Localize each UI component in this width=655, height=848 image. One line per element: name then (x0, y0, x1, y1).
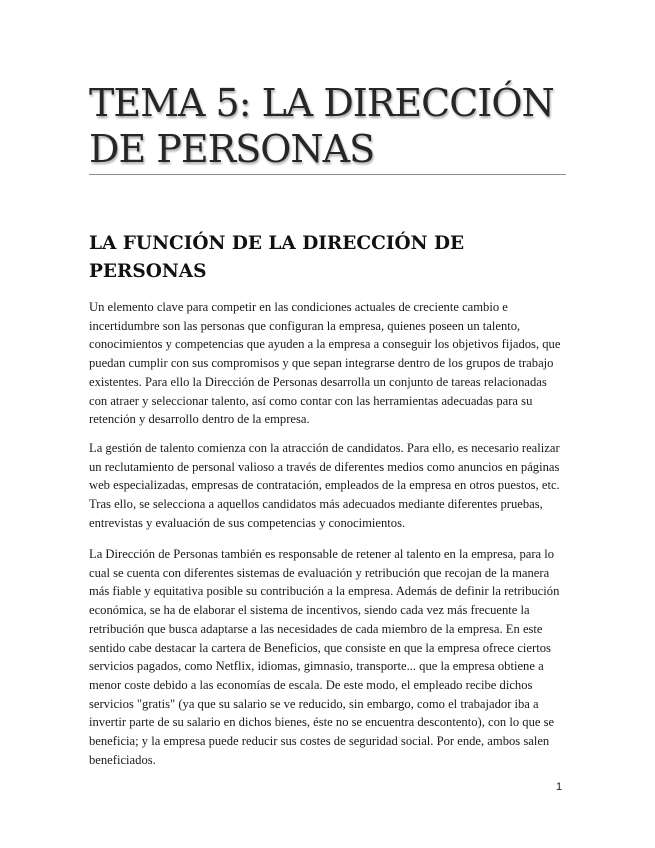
document-title: TEMA 5: LA DIRECCIÓN DE PERSONAS (89, 81, 554, 171)
title-divider (89, 174, 566, 175)
paragraph: La gestión de talento comienza con la atracción de candidatos. Para ello, es necesario realizar un reclutamiento de personal valioso a través de diferentes medios como anuncios en páginas web especializadas, empresas de contratación, empleados de la empresa en otros puestos, etc. Tras ello, se selecciona a aquellos candidatos más adecuados mediante diferentes pruebas, entrevistas y evaluación de sus competencias y conocimientos. (89, 441, 560, 530)
page-number: 1 (556, 781, 563, 793)
section-heading: LA FUNCIÓN DE LA DIRECCIÓN DE PERSONAS (89, 233, 465, 282)
paragraph: Un elemento clave para competir en las condiciones actuales de creciente cambio e incertidumbre son las personas que configuran la empresa, quienes poseen un talento, conocimientos y competencias que ayuden a la empresa a conseguir los objetivos fijados, que puedan cumplir con sus compromisos y que sepan integrarse dentro de los grupos de trabajo existentes. Para ello la Dirección de Personas desarrolla un conjunto de tareas relacionadas con atraer y seleccionar talento, así como contar con las herramientas adecuadas para su retención y desarrollo dentro de la empresa. (89, 300, 561, 427)
paragraph: La Dirección de Personas también es responsable de retener al talento en la empresa, para lo cual se cuenta con diferentes sistemas de evaluación y retribución que recojan de la manera más fiable y equitativa posible su contribución a la empresa. Además de definir la retribución económica, se ha de elaborar el sistema de incentivos, siendo cada vez más frecuente la retribución que busca adaptarse a las necesidades de cada miembro de la empresa. En este sentido cabe destacar la cartera de Beneficios, que consiste en que la empresa ofrece ciertos servicios pagados, como Netflix, idiomas, gimnasio, transporte... que la empresa obtiene a menor coste debido a las economías de escala. De este modo, el empleado recibe dichos servicios "gratis" (ya que su salario se ve reducido, sin embargo, como el trabajador iba a invertir parte de su salario en dichos bienes, éste no se encuentra descontento), con lo que se beneficia; y la empresa puede reducir sus costes de seguridad social. Por ende, ambos salen beneficiados. (89, 547, 560, 767)
